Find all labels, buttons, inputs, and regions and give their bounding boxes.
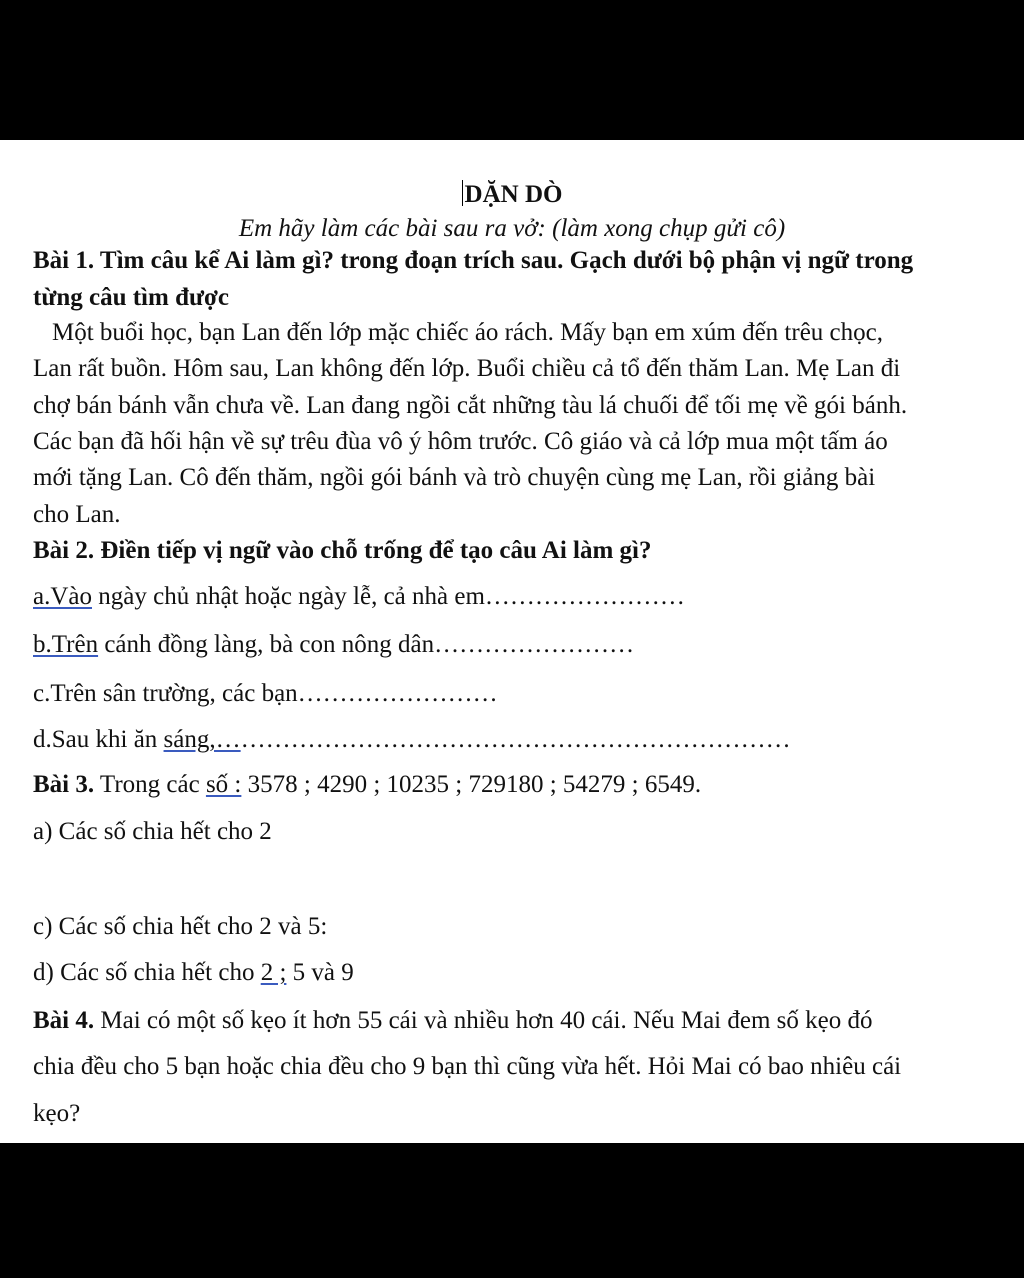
- bai1-heading-line1: Bài 1. Tìm câu kể Ai làm gì? trong đoạn trích sau. Gạch dưới bộ phận vị ngữ trong: [33, 247, 914, 274]
- bai2-heading: Bài 2. Điền tiếp vị ngữ vào chỗ trống để tạo câu Ai làm gì?: [33, 537, 652, 564]
- bai2-item-a: [33, 582, 685, 612]
- bai4-line-2: chia đều cho 5 bạn hoặc chia đều cho 9 bạn thì cũng vừa hết. Hỏi Mai có bao nhiêu cái: [33, 1053, 902, 1080]
- bai2-b-prefix: b.Trên: [33, 631, 99, 658]
- bai3-numbers: 3578 ; 4290 ; 10235 ; 729180 ; 54279 ; 6549.: [241, 771, 702, 798]
- bai3-text-before: Trong các: [94, 771, 206, 798]
- bai2-d-text: d.Sau khi ăn: [33, 726, 164, 753]
- page-subtitle: Em hãy làm các bài sau ra vở: (làm xong chụp gửi cô): [238, 215, 786, 242]
- bai3-d-underlined: 2 ;: [260, 959, 287, 986]
- bai3-item-d: [33, 958, 354, 988]
- bai2-d-underlined: sáng,…: [163, 726, 241, 753]
- bai1-passage-line-4: Các bạn đã hối hận về sự trêu đùa vô ý hôm trước. Cô giáo và cả lớp mua một tấm áo: [33, 428, 888, 455]
- bai1-passage-line-3: chợ bán bánh vẫn chưa về. Lan đang ngồi cắt những tàu lá chuối để tối mẹ về gói bánh.: [33, 392, 908, 419]
- bai3-underlined: số :: [205, 771, 242, 798]
- bai3-label: Bài 3.: [33, 771, 95, 798]
- bai2-item-c: [33, 679, 498, 709]
- bai2-a-blank: ……………………: [484, 583, 685, 610]
- bai1-passage-line-1: Một buổi học, bạn Lan đến lớp mặc chiếc áo rách. Mấy bạn em xúm đến trêu chọc,: [52, 319, 883, 346]
- bai1-heading-line2: từng câu tìm được: [33, 284, 229, 311]
- bai2-a-text: ngày chủ nhật hoặc ngày lễ, cả nhà em: [92, 583, 485, 610]
- bai2-b-blank: ……………………: [434, 631, 635, 658]
- bai4-label: Bài 4.: [33, 1007, 95, 1034]
- bai4-text-1: Mai có một số kẹo ít hơn 55 cái và nhiều hơn 40 cái. Nếu Mai đem số kẹo đó: [94, 1007, 873, 1034]
- bai1-passage-line-5: mới tặng Lan. Cô đến thăm, ngồi gói bánh và trò chuyện cùng mẹ Lan, rồi giảng bài: [33, 464, 876, 491]
- bai2-item-b: [33, 630, 634, 660]
- bai3-d-after: 5 và 9: [286, 959, 354, 986]
- bai3-heading: [33, 770, 701, 800]
- bai4-line-1: [33, 1006, 873, 1036]
- bai2-a-prefix: a.Vào: [33, 583, 92, 610]
- text-cursor: [462, 180, 463, 206]
- bai3-item-a: a) Các số chia hết cho 2: [33, 818, 272, 845]
- bai1-passage-line-2: Lan rất buồn. Hôm sau, Lan không đến lớp. Buổi chiều cả tổ đến thăm Lan. Mẹ Lan đi: [33, 355, 901, 382]
- bai1-passage-line-6: cho Lan.: [33, 501, 121, 528]
- bai2-d-blank: …………………………………………………………: [240, 726, 791, 753]
- page-title: DẶN DÒ: [0, 180, 1024, 210]
- bai3-d-before: d) Các số chia hết cho: [33, 959, 261, 986]
- bai2-c-blank: ……………………: [297, 680, 498, 707]
- document-page: [0, 140, 1024, 1143]
- bai4-line-3: kẹo?: [33, 1100, 81, 1127]
- bai2-item-d: [33, 725, 791, 755]
- bai2-b-text: cánh đồng làng, bà con nông dân: [98, 631, 435, 658]
- bai3-item-c: c) Các số chia hết cho 2 và 5:: [33, 913, 328, 940]
- bai2-c-text: c.Trên sân trường, các bạn: [33, 680, 298, 707]
